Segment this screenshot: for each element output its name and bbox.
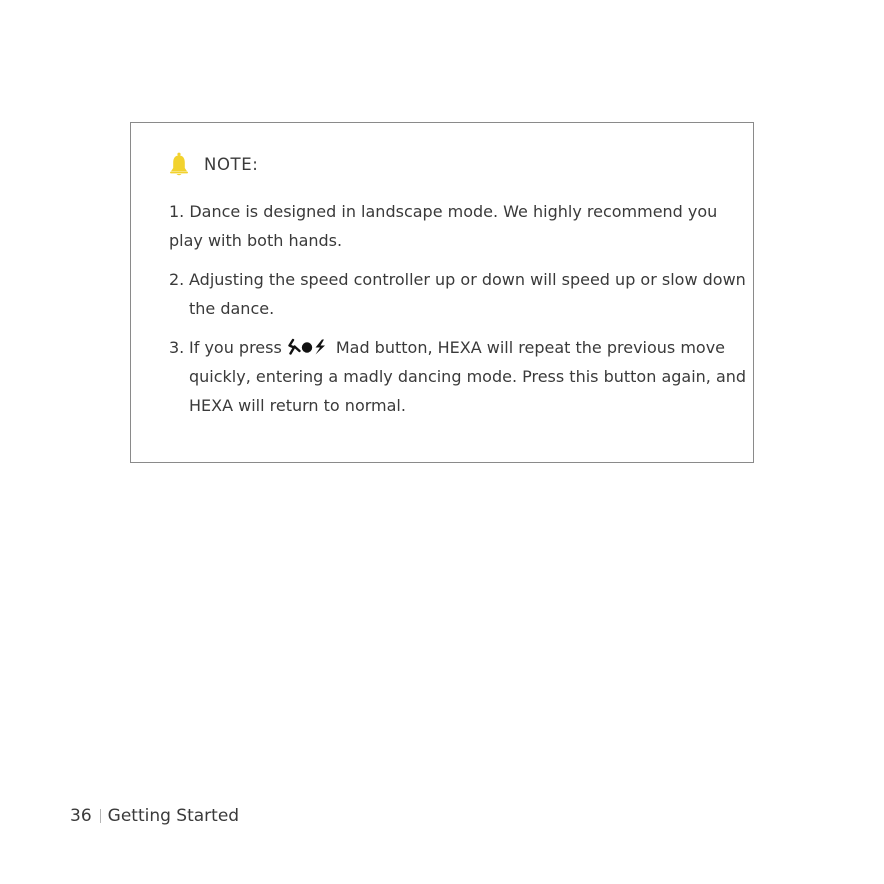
note-item-3 xyxy=(169,333,747,420)
page-footer xyxy=(70,806,239,826)
mad-button-icon xyxy=(288,338,328,356)
footer-divider xyxy=(100,809,101,823)
note-item-1 xyxy=(169,197,747,255)
item-number: 3. xyxy=(169,338,185,357)
page-number: 36 xyxy=(70,806,92,826)
section-title: Getting Started xyxy=(107,806,240,826)
note-list xyxy=(169,197,747,430)
item-number: 2. xyxy=(169,270,185,289)
note-box xyxy=(130,122,754,463)
note-title: NOTE: xyxy=(204,154,259,174)
item-text-after: Mad button, HEXA will repeat the previous move quickly, entering a madly dancing mode. Press this button again, and HEXA will return to normal. xyxy=(189,338,747,415)
item-text: Dance is designed in landscape mode. We highly recommend you play with both hands. xyxy=(169,202,718,250)
item-text: Adjusting the speed controller up or down will speed up or slow down the dance. xyxy=(189,270,746,318)
note-item-2 xyxy=(169,265,747,323)
item-number: 1. xyxy=(169,202,185,221)
bell-icon xyxy=(169,152,189,176)
note-header xyxy=(169,151,258,177)
item-text-before: If you press xyxy=(189,338,282,357)
